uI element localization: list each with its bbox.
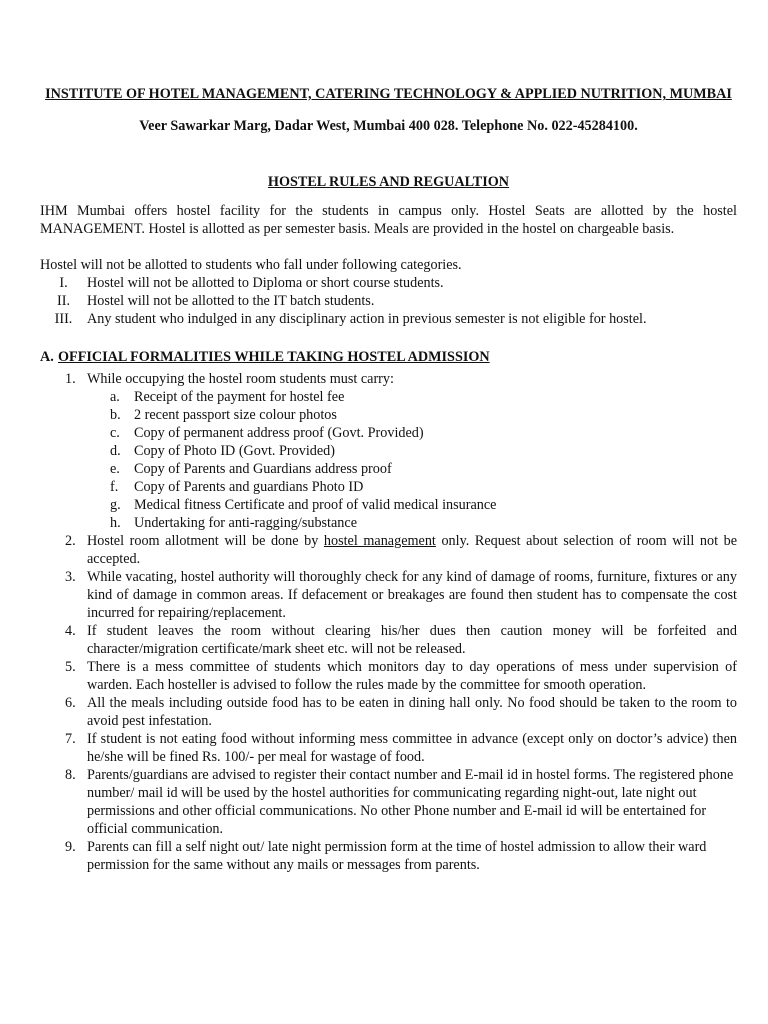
section-a-title: OFFICIAL FORMALITIES WHILE TAKING HOSTEL ADMISSION: [58, 349, 490, 365]
sub-item: [87, 514, 737, 532]
category-number: I.: [59, 275, 68, 291]
item-number: 6.: [65, 695, 76, 711]
sub-item: [87, 442, 737, 460]
item-number: 5.: [65, 659, 76, 675]
category-text: Any student who indulged in any disciplinary action in previous semester is not eligible for hostel.: [87, 311, 647, 327]
sub-item-letter: f.: [110, 479, 119, 495]
section-a-heading: [40, 348, 737, 366]
sub-item-letter: h.: [110, 515, 121, 531]
institute-address: Veer Sawarkar Marg, Dadar West, Mumbai 400 028. Telephone No. 022-45284100.: [139, 118, 638, 134]
sub-item-letter: d.: [110, 443, 121, 459]
item-number: 4.: [65, 623, 76, 639]
categories-intro: Hostel will not be allotted to students who fall under following categories.: [40, 257, 462, 273]
sub-item-text: Copy of Parents and guardians Photo ID: [134, 479, 364, 495]
sub-item-letter: b.: [110, 407, 121, 423]
item-text: Parents can fill a self night out/ late night permission form at the time of hostel admission to allow their ward permission for the same without any mails or messages from parents.: [87, 839, 707, 873]
item-text: There is a mess committee of students which monitors day to day operations of mess under supervision of warden. Each hosteller is advised to follow the rules made by the committee for smooth operation.: [87, 659, 737, 693]
sub-item-letter: a.: [110, 389, 120, 405]
sub-item: [87, 496, 737, 514]
item-text-part: Hostel room allotment will be done by: [87, 533, 324, 549]
item-text: Parents/guardians are advised to register their contact number and E-mail id in hostel forms. The registered phone number/ mail id will be used by the hostel authorities for communicating regarding night-out, late night out permissions and other official communications. No other Phone number and E-mail id will be entertained for official communication.: [87, 767, 734, 837]
intro-paragraph: IHM Mumbai offers hostel facility for the students in campus only. Hostel Seats are allotted by the hostel MANAGEMENT. Hostel is allotted as per semester basis. Meals are provided in the hostel on chargeable basis.: [40, 203, 737, 237]
item-number: 7.: [65, 731, 76, 747]
sub-item-text: Copy of Parents and Guardians address proof: [134, 461, 392, 477]
item-text: While vacating, hostel authority will thoroughly check for any kind of damage of rooms, furniture, fixtures or any kind of damage in common areas. If defacement or breakages are found then student has to compensate the cost incurred for repairing/replacement.: [87, 569, 737, 621]
categories-list: [40, 274, 737, 328]
item-text: If student leaves the room without clearing his/her dues then caution money will be forfeited and character/migration certificate/mark sheet etc. will not be released.: [87, 623, 737, 657]
category-item: [40, 292, 737, 310]
sub-item: [87, 388, 737, 406]
list-item: [40, 370, 737, 532]
sub-item: [87, 478, 737, 496]
category-number: III.: [54, 311, 73, 327]
category-text: Hostel will not be allotted to Diploma or short course students.: [87, 275, 444, 291]
sub-item-text: Medical fitness Certificate and proof of valid medical insurance: [134, 497, 497, 513]
category-number: II.: [57, 293, 70, 309]
sub-item-text: Undertaking for anti-ragging/substance: [134, 515, 357, 531]
category-item: [40, 274, 737, 292]
sub-item-letter: e.: [110, 461, 120, 477]
item-number: 9.: [65, 839, 76, 855]
list-item: [40, 838, 737, 874]
category-text: Hostel will not be allotted to the IT batch students.: [87, 293, 375, 309]
sub-item: [87, 406, 737, 424]
formalities-list: [40, 370, 737, 874]
list-item: [40, 532, 737, 568]
sub-item: [87, 424, 737, 442]
item-text: All the meals including outside food has to be eaten in dining hall only. No food should be taken to the room to avoid pest infestation.: [87, 695, 737, 729]
hostel-management-link: hostel management: [323, 533, 436, 549]
required-documents-list: [87, 388, 737, 532]
sub-item-text: 2 recent passport size colour photos: [134, 407, 337, 423]
item-text: [87, 532, 737, 568]
item-text: If student is not eating food without informing mess committee in advance (except only on doctor’s advice) then he/she will be fined Rs. 100/- per meal for wastage of food.: [87, 731, 737, 765]
list-item: [40, 766, 737, 838]
item-text: While occupying the hostel room students must carry:: [87, 371, 394, 387]
institute-title: INSTITUTE OF HOTEL MANAGEMENT, CATERING TECHNOLOGY & APPLIED NUTRITION, MUMBAI: [45, 86, 732, 102]
sub-item-text: Copy of Photo ID (Govt. Provided): [134, 443, 335, 459]
item-number: 1.: [65, 371, 76, 387]
list-item: [40, 658, 737, 694]
sub-item-text: Copy of permanent address proof (Govt. Provided): [134, 425, 424, 441]
item-text-part: only. Request about selection of room will not be accepted.: [87, 533, 738, 567]
item-number: 3.: [65, 569, 76, 585]
sub-item: [87, 460, 737, 478]
item-number: 8.: [65, 767, 76, 783]
section-a-letter: A.: [40, 349, 54, 365]
sub-item-letter: g.: [110, 497, 121, 513]
sub-item-letter: c.: [110, 425, 120, 441]
list-item: [40, 568, 737, 622]
sub-item-text: Receipt of the payment for hostel fee: [134, 389, 345, 405]
list-item: [40, 730, 737, 766]
rules-title: HOSTEL RULES AND REGUALTION: [267, 174, 510, 190]
list-item: [40, 622, 737, 658]
list-item: [40, 694, 737, 730]
document-page: [40, 85, 737, 874]
item-number: 2.: [65, 533, 76, 549]
category-item: [40, 310, 737, 328]
